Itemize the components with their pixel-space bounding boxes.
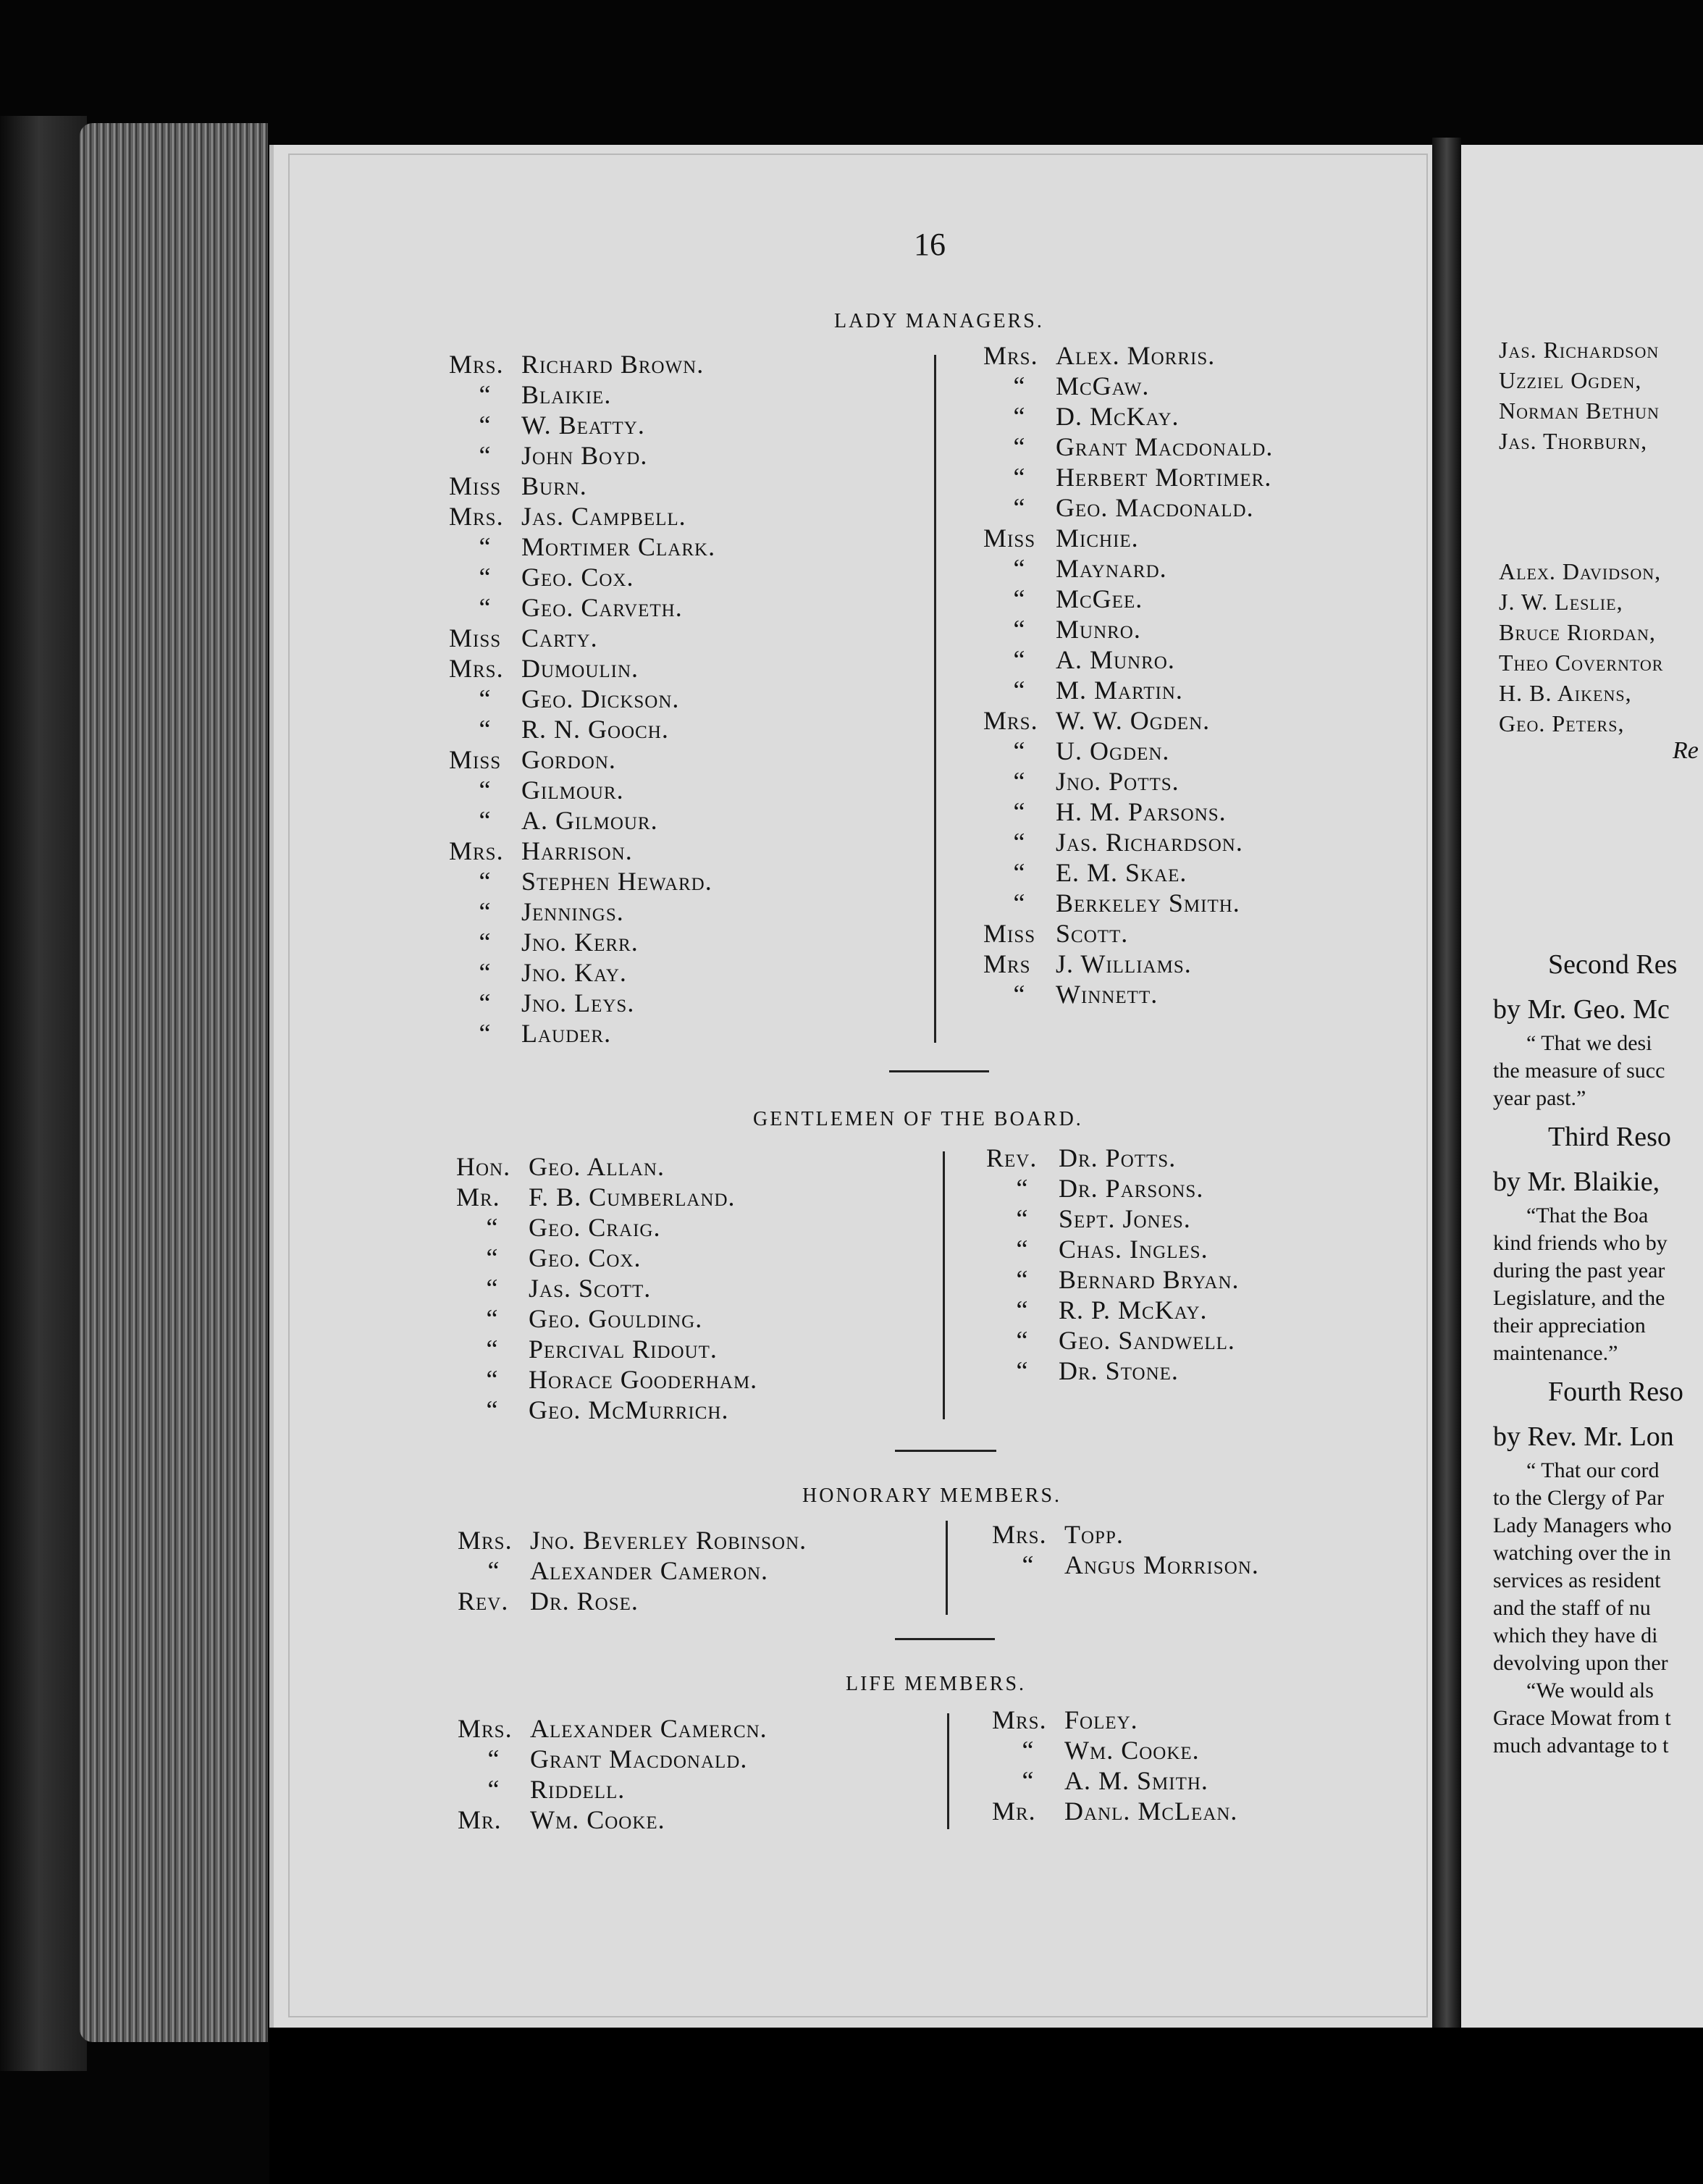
resolution-heading-line: by Mr. Geo. Mc	[1493, 994, 1670, 1025]
right-page-name: Jas. Richardson	[1499, 337, 1660, 363]
member-entry	[983, 462, 1273, 492]
member-prefix: “	[479, 532, 492, 561]
life-right-column	[992, 1705, 1237, 1826]
member-entry	[986, 1234, 1240, 1264]
resolution-heading-line: by Mr. Blaikie,	[1493, 1167, 1660, 1197]
member-name: Grant Macdonald.	[530, 1744, 748, 1773]
resolution-text-line: maintenance.”	[1493, 1341, 1618, 1365]
member-entry	[449, 836, 715, 866]
member-name: Geo. Dickson.	[521, 684, 680, 713]
member-prefix: “	[487, 1775, 500, 1804]
member-prefix: “	[1022, 1550, 1035, 1579]
member-entry	[992, 1705, 1237, 1735]
right-page-names-b	[1499, 556, 1663, 739]
member-name: Foley.	[1064, 1705, 1138, 1734]
member-name: Jno. Beverley Robinson.	[530, 1526, 807, 1555]
member-entry	[449, 623, 715, 653]
resolution-text-line: watching over the in	[1493, 1541, 1671, 1565]
member-name: R. N. Gooch.	[521, 715, 669, 744]
member-prefix: “	[479, 958, 492, 987]
member-prefix: “	[487, 1556, 500, 1585]
right-page-name: Bruce Riordan,	[1499, 619, 1656, 645]
member-entry	[456, 1364, 757, 1395]
member-name: Jennings.	[521, 897, 624, 926]
member-prefix: “	[1013, 889, 1026, 917]
member-entry	[983, 371, 1273, 401]
member-prefix: “	[486, 1304, 499, 1333]
member-name: Scott.	[1056, 919, 1129, 948]
member-name: D. McKay.	[1056, 402, 1180, 431]
resolution-heading-line: Fourth Reso	[1548, 1377, 1683, 1407]
member-name: Wm. Cooke.	[1064, 1736, 1200, 1765]
member-entry	[456, 1303, 757, 1334]
right-page-name: Geo. Peters,	[1499, 710, 1625, 736]
member-prefix: Mrs.	[992, 1520, 1047, 1549]
book-spine	[0, 116, 87, 2071]
resolution-text-line: services as resident	[1493, 1568, 1661, 1592]
member-prefix: “	[486, 1243, 499, 1272]
member-prefix: Mr.	[458, 1805, 502, 1834]
member-prefix: “	[1013, 828, 1026, 857]
member-prefix: “	[479, 441, 492, 470]
member-name: Winnett.	[1056, 980, 1159, 1009]
member-prefix: Hon.	[456, 1152, 511, 1181]
member-prefix: “	[1016, 1265, 1029, 1294]
member-name: Jno. Kerr.	[521, 928, 639, 957]
member-prefix: Mrs.	[458, 1714, 513, 1743]
section-rule	[889, 1070, 989, 1072]
member-name: Munro.	[1056, 615, 1141, 644]
member-prefix: “	[1013, 402, 1026, 431]
member-entry	[449, 805, 715, 836]
member-entry	[983, 523, 1273, 553]
right-page-name: Theo Coverntor	[1499, 650, 1664, 676]
right-page-name: J. W. Leslie,	[1499, 589, 1623, 615]
member-name: Topp.	[1064, 1520, 1124, 1549]
member-prefix: Rev.	[458, 1587, 509, 1616]
resolution-text-line: “That the Boa	[1526, 1204, 1649, 1227]
member-prefix: Miss	[983, 919, 1036, 948]
member-prefix: “	[1013, 554, 1026, 583]
member-name: Dumoulin.	[521, 654, 639, 683]
right-page-name: Alex. Davidson,	[1499, 558, 1662, 584]
background-strip	[269, 2028, 1703, 2184]
member-prefix: Rev.	[986, 1143, 1038, 1172]
member-entry	[983, 827, 1273, 857]
member-prefix: “	[479, 1019, 492, 1048]
resolution-text-line: the measure of succ	[1493, 1059, 1665, 1083]
resolution-text-line: during the past year	[1493, 1259, 1665, 1282]
member-entry	[983, 492, 1273, 523]
member-prefix: “	[479, 593, 492, 622]
member-entry	[449, 1018, 715, 1049]
gentlemen-right-column	[986, 1143, 1240, 1386]
member-prefix: “	[1016, 1326, 1029, 1355]
member-prefix: “	[1013, 858, 1026, 887]
member-name: Horace Gooderham.	[529, 1365, 758, 1394]
member-prefix: “	[1016, 1356, 1029, 1385]
resolution-text-line: year past.”	[1493, 1086, 1586, 1110]
column-divider	[947, 1713, 949, 1829]
member-entry	[458, 1805, 768, 1835]
member-prefix: “	[1013, 463, 1026, 492]
member-entry	[456, 1182, 757, 1212]
member-entry	[458, 1744, 768, 1774]
member-entry	[986, 1325, 1240, 1356]
member-prefix: “	[1013, 615, 1026, 644]
member-name: John Boyd.	[521, 441, 648, 470]
member-entry	[983, 888, 1273, 918]
member-entry	[449, 501, 715, 532]
member-name: Harrison.	[521, 836, 633, 865]
member-name: M. Martin.	[1056, 676, 1183, 705]
member-prefix: Miss	[449, 471, 502, 500]
resolution-heading-line: Second Res	[1548, 949, 1678, 980]
right-page-name: Uzziel Ogden,	[1499, 367, 1642, 393]
member-name: W. W. Ogden.	[1056, 706, 1211, 735]
member-name: Jas. Richardson.	[1056, 828, 1243, 857]
member-name: W. Beatty.	[521, 411, 645, 440]
member-prefix: “	[1022, 1736, 1035, 1765]
member-name: McGee.	[1056, 584, 1143, 613]
member-name: A. M. Smith.	[1064, 1766, 1208, 1795]
member-name: Percival Ridout.	[529, 1335, 718, 1364]
member-prefix: Miss	[449, 623, 502, 652]
member-name: Carty.	[521, 623, 598, 652]
member-entry	[458, 1774, 768, 1805]
member-prefix: “	[487, 1744, 500, 1773]
member-prefix: “	[1013, 797, 1026, 826]
member-name: Dr. Potts.	[1059, 1143, 1177, 1172]
member-entry	[983, 584, 1273, 614]
member-name: Angus Morrison.	[1064, 1550, 1259, 1579]
member-name: Stephen Heward.	[521, 867, 712, 896]
member-prefix: “	[479, 867, 492, 896]
member-entry	[986, 1295, 1240, 1325]
member-entry	[458, 1713, 768, 1744]
member-entry	[983, 736, 1273, 766]
resolution-heading-line: by Rev. Mr. Lon	[1493, 1421, 1674, 1452]
member-name: Jno. Potts.	[1056, 767, 1180, 796]
member-prefix: “	[479, 988, 492, 1017]
lady-managers-right-column	[983, 340, 1273, 1009]
resolution-text-line: Legislature, and the	[1493, 1286, 1665, 1310]
honorary-right-column	[992, 1519, 1259, 1580]
member-prefix: “	[1013, 432, 1026, 461]
resolution-text-line: kind friends who by	[1493, 1231, 1668, 1255]
member-prefix: “	[1013, 645, 1026, 674]
lady-managers-left-column	[449, 349, 715, 1049]
member-prefix: “	[479, 411, 492, 440]
member-prefix: Mrs	[983, 949, 1031, 978]
member-entry	[449, 714, 715, 744]
member-name: McGaw.	[1056, 371, 1150, 400]
member-prefix: “	[479, 776, 492, 805]
member-entry	[986, 1204, 1240, 1234]
member-name: Geo. Sandwell.	[1059, 1326, 1235, 1355]
member-name: Gordon.	[521, 745, 616, 774]
member-prefix: Mrs.	[449, 654, 504, 683]
member-entry	[986, 1143, 1240, 1173]
member-name: Wm. Cooke.	[530, 1805, 665, 1834]
member-entry	[456, 1212, 757, 1243]
member-prefix: Mrs.	[449, 350, 504, 379]
member-prefix: “	[1016, 1295, 1029, 1324]
member-entry	[992, 1765, 1237, 1796]
member-entry	[983, 705, 1273, 736]
right-page-name: Jas. Thorburn,	[1499, 428, 1648, 454]
member-name: Sept. Jones.	[1059, 1204, 1191, 1233]
member-prefix: Mrs.	[449, 502, 504, 531]
member-entry	[449, 866, 715, 896]
member-name: Mortimer Clark.	[521, 532, 716, 561]
resolution-text-line: their appreciation	[1493, 1314, 1646, 1337]
member-entry	[458, 1555, 807, 1586]
resolution-heading-line: Third Reso	[1548, 1122, 1671, 1152]
member-prefix: “	[1022, 1766, 1035, 1795]
right-page-fragment: Re	[1673, 737, 1699, 764]
member-prefix: “	[479, 380, 492, 409]
member-name: Lauder.	[521, 1019, 612, 1048]
member-name: Gilmour.	[521, 776, 624, 805]
member-name: Burn.	[521, 471, 587, 500]
member-entry	[449, 684, 715, 714]
member-name: Maynard.	[1056, 554, 1167, 583]
member-prefix: “	[1013, 584, 1026, 613]
member-prefix: Mrs.	[458, 1526, 513, 1555]
member-prefix: Mrs.	[983, 706, 1038, 735]
member-name: Dr. Rose.	[530, 1587, 639, 1616]
member-entry	[456, 1243, 757, 1273]
member-name: Richard Brown.	[521, 350, 705, 379]
member-prefix: Mr.	[992, 1797, 1036, 1826]
column-divider	[943, 1151, 945, 1419]
member-entry	[983, 949, 1273, 979]
member-name: Geo. Cox.	[521, 563, 634, 592]
member-name: Jno. Leys.	[521, 988, 635, 1017]
member-entry	[983, 797, 1273, 827]
book-gutter	[1432, 138, 1461, 2093]
member-name: Danl. McLean.	[1064, 1797, 1238, 1826]
member-entry	[449, 988, 715, 1018]
section-rule	[895, 1638, 995, 1640]
member-entry	[983, 340, 1273, 371]
member-entry	[992, 1550, 1259, 1580]
member-prefix: Mr.	[456, 1183, 500, 1211]
member-entry	[983, 553, 1273, 584]
member-prefix: “	[486, 1213, 499, 1242]
member-name: Geo. Macdonald.	[1056, 493, 1254, 522]
member-entry	[456, 1334, 757, 1364]
member-prefix: “	[486, 1395, 499, 1424]
member-prefix: “	[1013, 980, 1026, 1009]
member-entry	[458, 1586, 807, 1616]
resolution-text-line: Grace Mowat from t	[1493, 1706, 1671, 1730]
member-name: Riddell.	[530, 1775, 626, 1804]
member-prefix: “	[479, 715, 492, 744]
member-name: Jas. Campbell.	[521, 502, 686, 531]
right-page-names-a	[1499, 335, 1660, 456]
member-name: Geo. Allan.	[529, 1152, 665, 1181]
member-entry	[449, 349, 715, 379]
member-prefix: “	[486, 1274, 499, 1303]
member-name: Alex. Morris.	[1056, 341, 1216, 370]
member-prefix: “	[1013, 767, 1026, 796]
column-divider	[934, 355, 936, 1043]
member-entry	[983, 766, 1273, 797]
resolution-text-line: devolving upon ther	[1493, 1651, 1668, 1675]
member-entry	[986, 1356, 1240, 1386]
member-entry	[449, 410, 715, 440]
member-name: Bernard Bryan.	[1059, 1265, 1240, 1294]
member-entry	[992, 1796, 1237, 1826]
life-left-column	[458, 1713, 768, 1835]
member-prefix: “	[486, 1365, 499, 1394]
resolution-text-line: to the Clergy of Par	[1493, 1486, 1665, 1510]
member-entry	[983, 979, 1273, 1009]
resolution-text-line: Lady Managers who	[1493, 1513, 1672, 1537]
member-name: Geo. Cox.	[529, 1243, 642, 1272]
member-name: A. Munro.	[1056, 645, 1175, 674]
member-name: H. M. Parsons.	[1056, 797, 1227, 826]
member-entry	[449, 592, 715, 623]
member-prefix: “	[1013, 493, 1026, 522]
member-entry	[449, 532, 715, 562]
member-entry	[458, 1525, 807, 1555]
resolution-text-line: “We would als	[1526, 1679, 1654, 1702]
page-number: 16	[914, 227, 946, 262]
resolution-text-line: much advantage to t	[1493, 1734, 1669, 1757]
member-prefix: “	[1013, 676, 1026, 705]
member-name: F. B. Cumberland.	[529, 1183, 736, 1211]
member-name: Geo. McMurrich.	[529, 1395, 729, 1424]
member-prefix: Miss	[449, 745, 502, 774]
member-name: Dr. Stone.	[1059, 1356, 1179, 1385]
member-entry	[449, 744, 715, 775]
member-name: Chas. Ingles.	[1059, 1235, 1208, 1264]
member-prefix: “	[1016, 1235, 1029, 1264]
right-page-name: H. B. Aikens,	[1499, 680, 1632, 706]
honorary-left-column	[458, 1525, 807, 1616]
member-entry	[983, 614, 1273, 644]
member-name: J. Williams.	[1056, 949, 1192, 978]
member-prefix: “	[479, 684, 492, 713]
member-prefix: “	[1013, 371, 1026, 400]
member-name: Grant Macdonald.	[1056, 432, 1274, 461]
page-edges	[80, 123, 268, 2042]
section-heading-gentlemen: GENTLEMEN OF THE BOARD.	[753, 1108, 1083, 1130]
resolution-text-line: which they have di	[1493, 1624, 1658, 1647]
member-entry	[983, 857, 1273, 888]
member-entry	[449, 471, 715, 501]
member-prefix: “	[1016, 1204, 1029, 1233]
member-entry	[449, 440, 715, 471]
member-name: Blaikie.	[521, 380, 612, 409]
member-entry	[449, 653, 715, 684]
member-entry	[449, 896, 715, 927]
section-heading-honorary: HONORARY MEMBERS.	[802, 1484, 1062, 1507]
member-prefix: “	[1016, 1174, 1029, 1203]
member-prefix: “	[486, 1335, 499, 1364]
member-name: Geo. Goulding.	[529, 1304, 703, 1333]
member-name: Michie.	[1056, 524, 1139, 553]
member-entry	[456, 1395, 757, 1425]
member-name: Alexander Camercn.	[530, 1714, 768, 1743]
member-prefix: “	[479, 897, 492, 926]
member-prefix: “	[479, 806, 492, 835]
member-name: Geo. Carveth.	[521, 593, 683, 622]
member-entry	[992, 1519, 1259, 1550]
member-entry	[449, 775, 715, 805]
member-entry	[983, 675, 1273, 705]
member-entry	[983, 918, 1273, 949]
member-entry	[983, 401, 1273, 432]
member-entry	[449, 957, 715, 988]
section-rule	[895, 1450, 996, 1452]
member-entry	[992, 1735, 1237, 1765]
member-prefix: Mrs.	[449, 836, 504, 865]
resolution-text-line: “ That we desi	[1526, 1031, 1652, 1055]
member-name: E. M. Skae.	[1056, 858, 1187, 887]
member-prefix: Mrs.	[983, 341, 1038, 370]
column-divider	[946, 1521, 948, 1615]
member-name: U. Ogden.	[1056, 736, 1170, 765]
member-entry	[983, 644, 1273, 675]
member-name: Alexander Cameron.	[530, 1556, 769, 1585]
resolution-text-line: “ That our cord	[1526, 1458, 1660, 1482]
member-entry	[449, 927, 715, 957]
member-name: R. P. McKay.	[1059, 1295, 1208, 1324]
member-prefix: Miss	[983, 524, 1036, 553]
member-entry	[456, 1273, 757, 1303]
member-prefix: “	[479, 928, 492, 957]
member-name: Geo. Craig.	[529, 1213, 661, 1242]
member-entry	[983, 432, 1273, 462]
member-name: Dr. Parsons.	[1059, 1174, 1204, 1203]
member-prefix: “	[1013, 736, 1026, 765]
member-entry	[986, 1173, 1240, 1204]
member-name: Jno. Kay.	[521, 958, 627, 987]
section-heading-lady-managers: LADY MANAGERS.	[834, 310, 1044, 332]
resolution-text-line: and the staff of nu	[1493, 1596, 1651, 1620]
member-name: Berkeley Smith.	[1056, 889, 1240, 917]
member-prefix: Mrs.	[992, 1705, 1047, 1734]
right-page-name: Norman Bethun	[1499, 398, 1660, 424]
section-heading-life: LIFE MEMBERS.	[846, 1673, 1027, 1695]
member-entry	[986, 1264, 1240, 1295]
member-name: Herbert Mortimer.	[1056, 463, 1272, 492]
member-entry	[449, 562, 715, 592]
member-entry	[456, 1151, 757, 1182]
member-entry	[449, 379, 715, 410]
member-name: A. Gilmour.	[521, 806, 658, 835]
gentlemen-left-column	[456, 1151, 757, 1425]
member-prefix: “	[479, 563, 492, 592]
member-name: Jas. Scott.	[529, 1274, 652, 1303]
